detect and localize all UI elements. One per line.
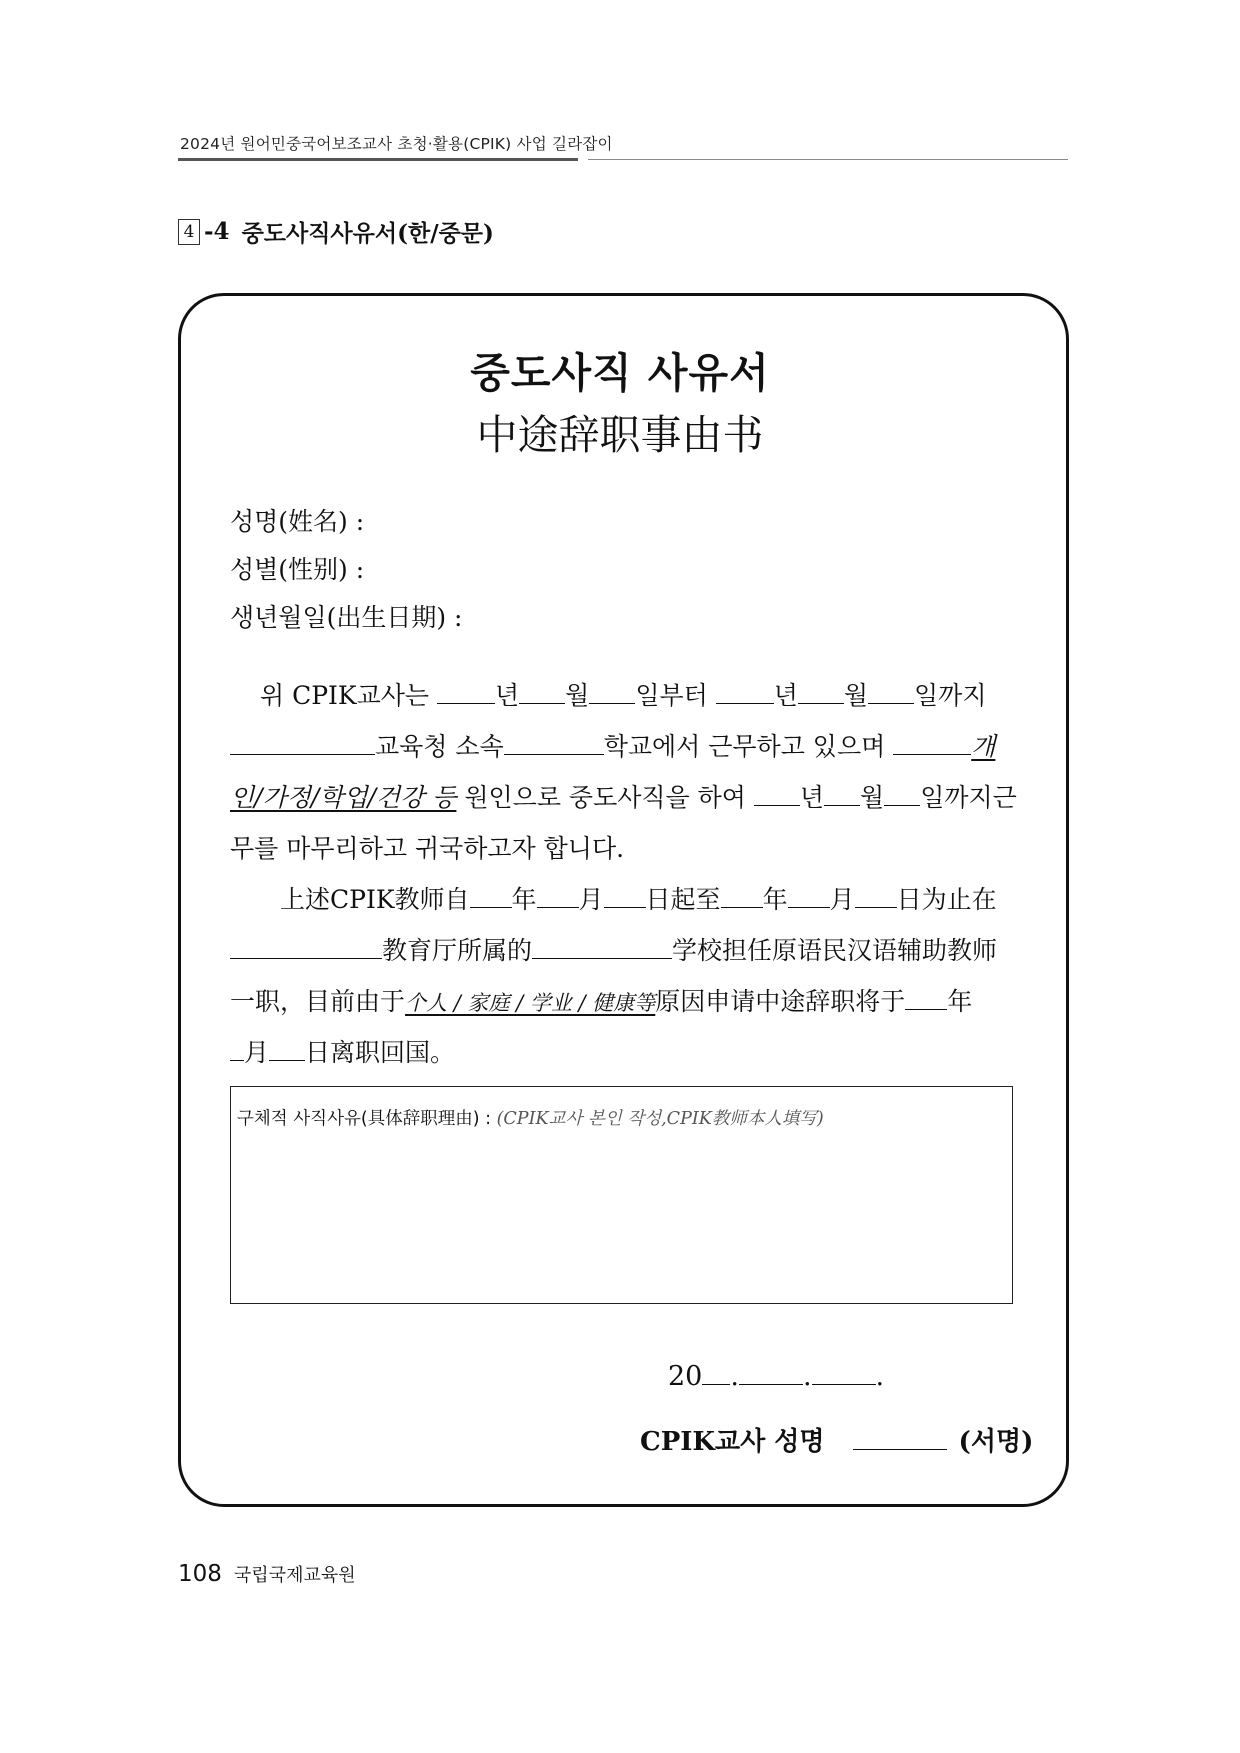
- date-line: 20 . . .: [668, 1361, 885, 1392]
- date-prefix: 20: [668, 1361, 703, 1392]
- field-name: 성명(姓名) :: [230, 507, 365, 536]
- signature-label: CPIK교사 성명: [640, 1427, 825, 1457]
- blank-zh-end-month[interactable]: [788, 887, 830, 908]
- blank-date-year[interactable]: [702, 1364, 730, 1385]
- zh-line-3: 一职，目前由于个人 / 家庭 / 学业 / 健康等原因申请中途辞职将于 年: [230, 987, 973, 1016]
- blank-start-month[interactable]: [519, 683, 565, 704]
- blank-zh-resign-year[interactable]: [905, 989, 947, 1010]
- header-rule-thin: [588, 159, 1068, 160]
- blank-school[interactable]: [504, 734, 604, 755]
- blank-education-office[interactable]: [230, 734, 375, 755]
- footer-org: 국립국제교육원: [233, 1565, 356, 1586]
- page-footer: [178, 1561, 356, 1587]
- blank-end-month[interactable]: [798, 683, 844, 704]
- blank-date-day[interactable]: [812, 1364, 876, 1385]
- header-title: 2024년 원어민중국어보조교사 초청·활용(CPIK) 사업 길라잡이: [180, 135, 613, 153]
- blank-resign-month[interactable]: [824, 785, 860, 806]
- blank-resign-day[interactable]: [884, 785, 920, 806]
- zh-line-4: 月 日离职回国。: [230, 1033, 455, 1069]
- section-number-suffix: -4: [204, 218, 230, 245]
- blank-zh-start-month[interactable]: [537, 887, 579, 908]
- blank-zh-resign-day[interactable]: [269, 1040, 305, 1061]
- blank-date-month[interactable]: [739, 1364, 803, 1385]
- blank-zh-start-day[interactable]: [604, 887, 646, 908]
- ko-line-4: 무를 마무리하고 귀국하고자 합니다.: [230, 834, 625, 863]
- zh-line-1: 上述CPIK教师自 年 月 日起至 年 月 日为止在: [280, 885, 997, 914]
- section-title: [178, 215, 494, 248]
- ko-line-1: 위 CPIK교사는 년 월 일부터 년 월 일까지: [260, 681, 987, 710]
- blank-zh-education-office[interactable]: [230, 938, 382, 959]
- reason-box[interactable]: [230, 1086, 1013, 1304]
- field-birthdate: 생년월일(出生日期) :: [230, 603, 463, 632]
- signature-blank[interactable]: [853, 1429, 947, 1450]
- blank-start-day[interactable]: [589, 683, 635, 704]
- blank-end-year[interactable]: [716, 683, 774, 704]
- blank-zh-start-year[interactable]: [470, 887, 512, 908]
- blank-end-day[interactable]: [868, 683, 914, 704]
- reason-box-label: 구체적 사직사유(具体辞职理由) : (CPIK교사 본인 작성,CPIK教师本人填写): [237, 1109, 824, 1129]
- header-rule-thick: [178, 158, 578, 161]
- blank-start-year[interactable]: [437, 683, 495, 704]
- signature-suffix: (서명): [958, 1427, 1034, 1457]
- signature-line: [640, 1421, 1033, 1458]
- blank-zh-end-day[interactable]: [855, 887, 897, 908]
- ko-line-2: 교육청 소속 학교에서 근무하고 있으며 개: [230, 727, 995, 763]
- blank-zh-school[interactable]: [532, 938, 672, 959]
- zh-line-2: 教育厅所属的 学校担任原语民汉语辅助教师: [230, 931, 997, 967]
- section-title-text: 중도사직사유서(한/중문): [241, 220, 494, 247]
- blank-zh-end-year[interactable]: [721, 887, 763, 908]
- reason-box-note: (CPIK교사 본인 작성,CPIK教师本人填写): [496, 1109, 824, 1129]
- blank-resign-year[interactable]: [754, 785, 800, 806]
- form-title-chinese: 中途辞职事由书: [476, 411, 764, 459]
- field-gender: 성별(性别) :: [230, 555, 365, 584]
- ko-line-3: 인/가정/학업/건강 등 원인으로 중도사직을 하여 년 월 일까지근: [230, 783, 1017, 812]
- page-number: 108: [178, 1561, 222, 1587]
- section-number-box: 4: [178, 219, 200, 245]
- form-title-korean: 중도사직 사유서: [470, 349, 770, 397]
